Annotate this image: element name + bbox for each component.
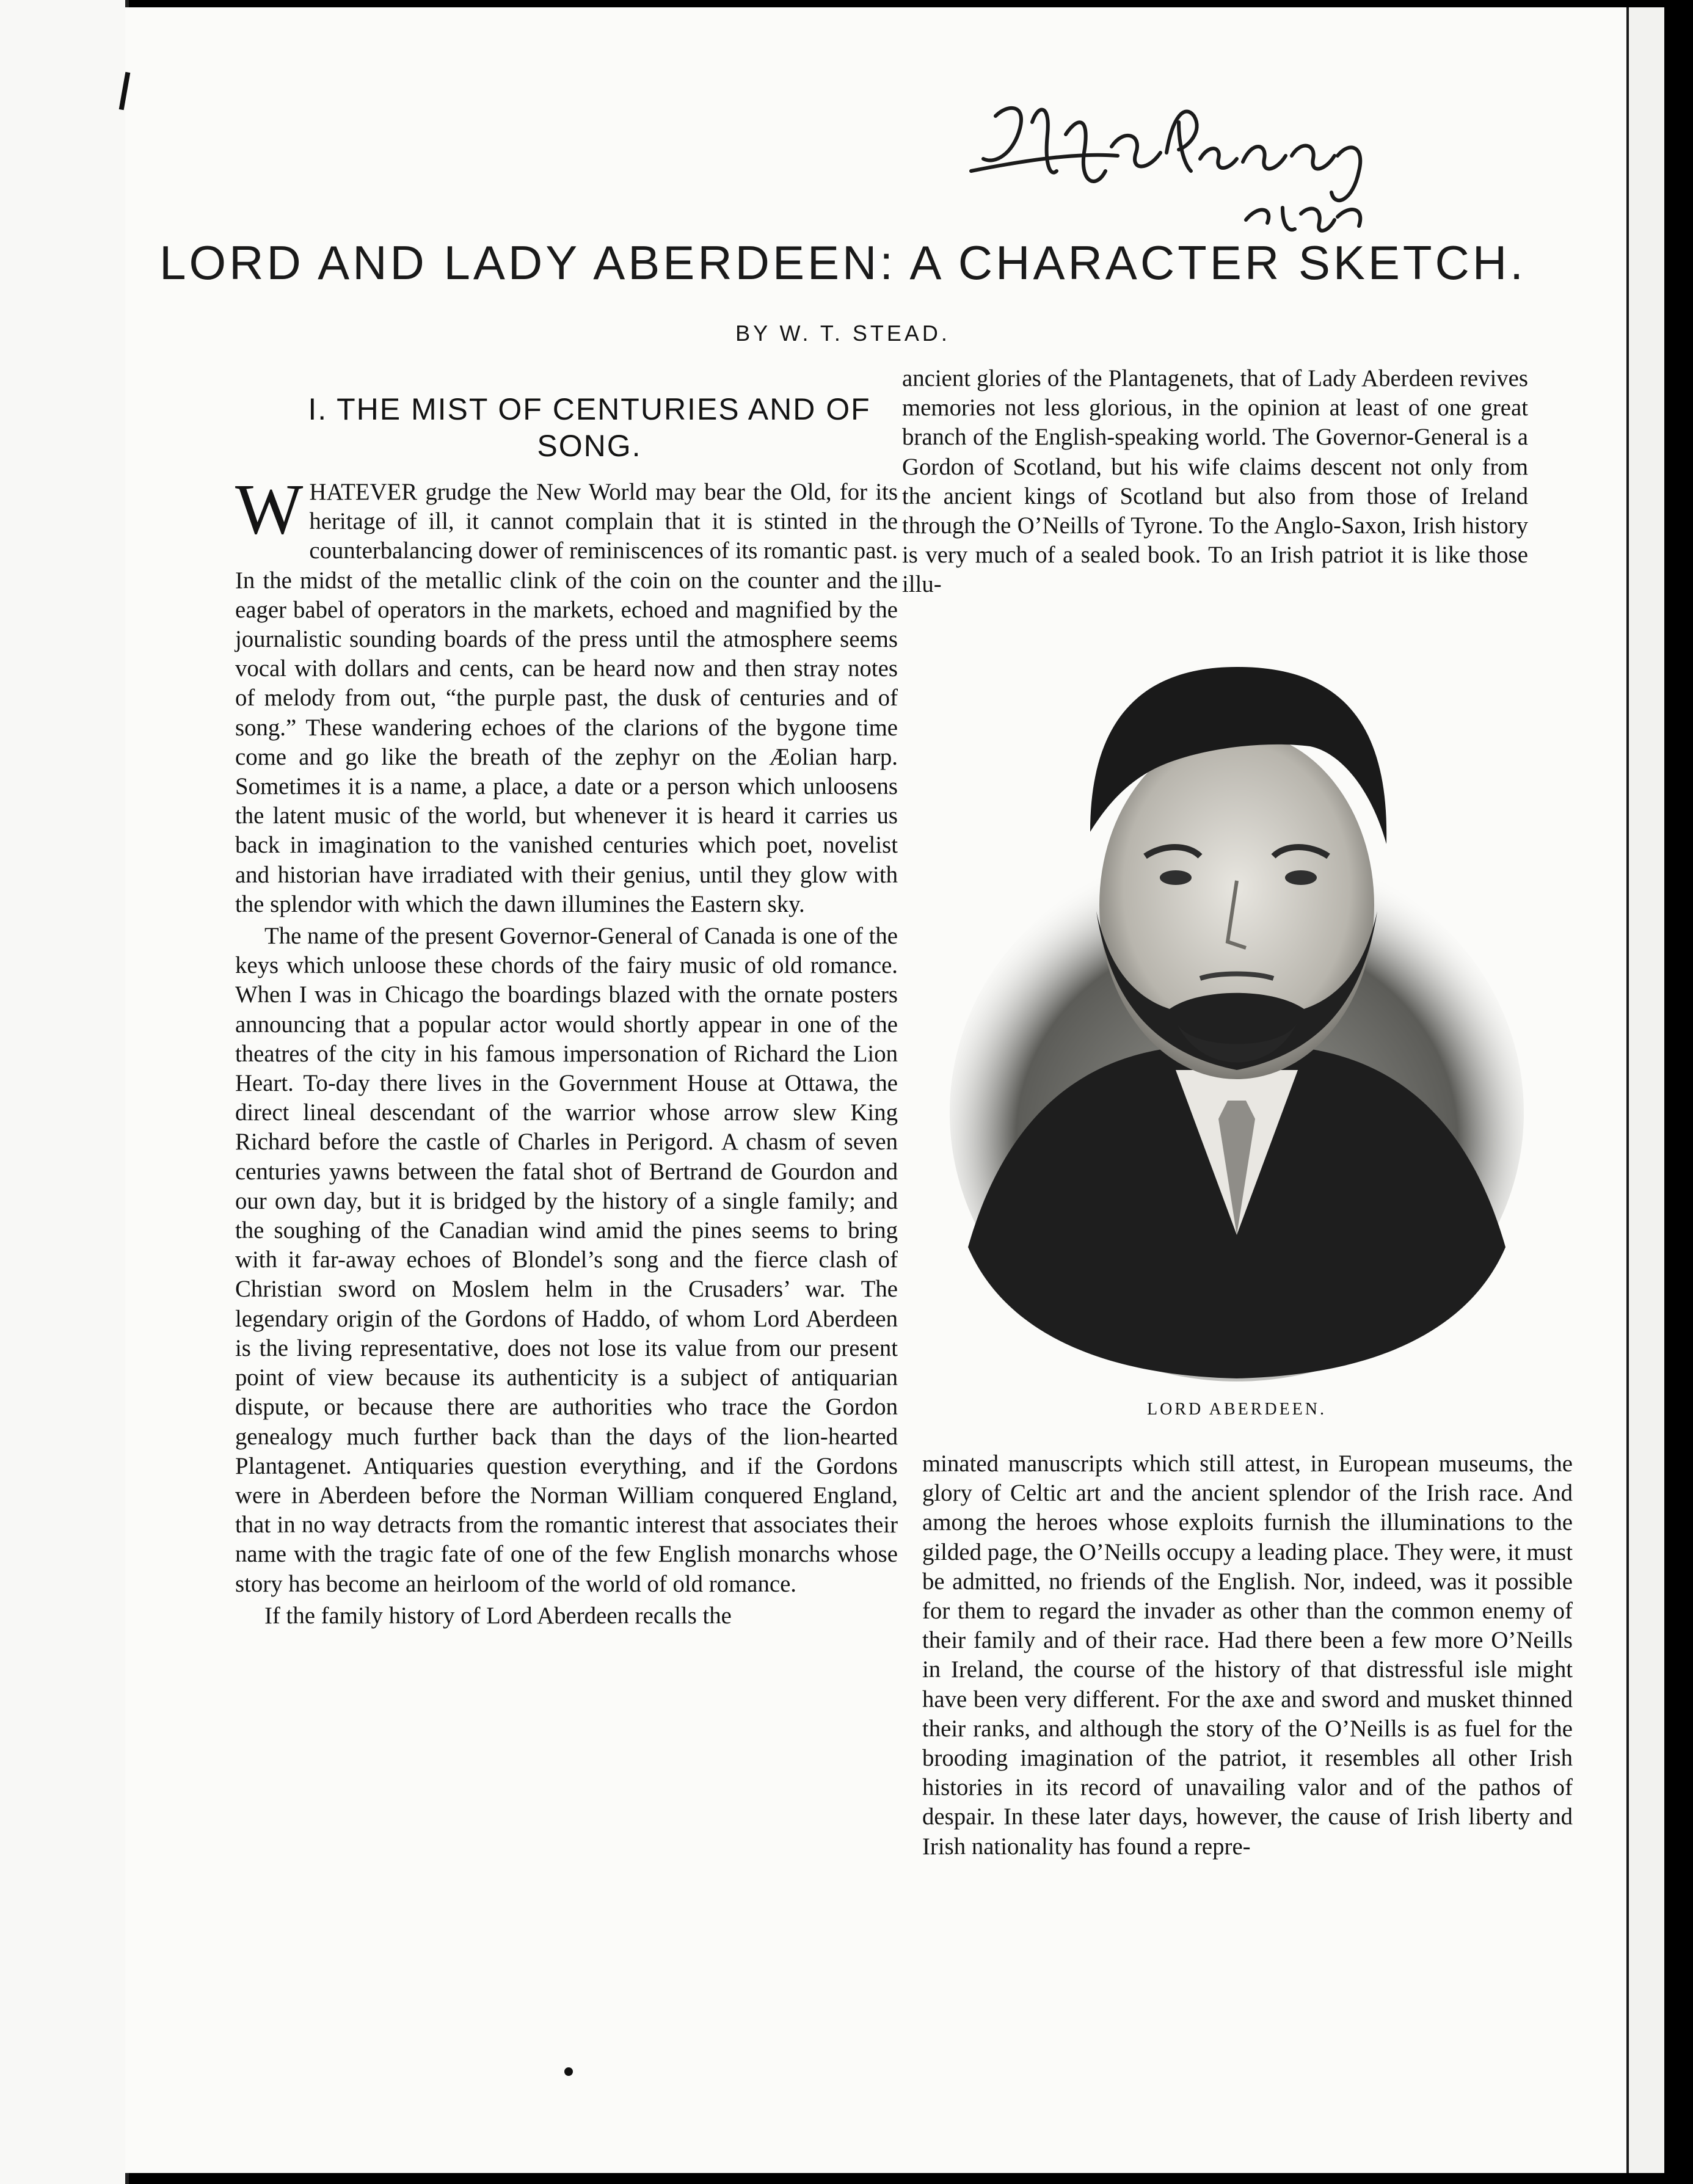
paragraph-family-history: If the family history of Lord Aberdeen recalls the bbox=[264, 1602, 732, 1629]
article-byline: BY W. T. STEAD. bbox=[735, 321, 950, 346]
paragraph-oneills: minated manuscripts which still attest, in European museums, the glory of Celtic art and the ancient splendor of the Irish race. And among the heroes whose exploits furnish the illuminations to the gilded page, the O’Neills occupy a leading place. They were, it must be admitted, no friends of the English. Nor, indeed, was it possible for them to regard the invader as other than the common enemy of their family and of their race. Had there been a few more O’Neills in Ireland, the course of the history of that distressful isle might have been very different. For the axe and sword and musket thinned their ranks, and although the story of the O’Neills is as fuel for the brooding imagination of the patriot, it resembles all other Irish histories in its record of unavailing valor and of the pathos of despair. In these later days, however, the cause of Irish liberty and Irish nationality has found a repre- bbox=[922, 1451, 1573, 1860]
facing-page-margin bbox=[0, 0, 129, 2184]
article-title: LORD AND LADY ABERDEEN: A CHARACTER SKETCH. bbox=[159, 236, 1526, 289]
right-column-bottom bbox=[922, 1449, 1573, 1862]
right-column-top bbox=[902, 364, 1528, 600]
paragraph-plantagenets: ancient glories of the Plantagenets, that of Lady Aberdeen revives memories not less glorious, in the opinion at least of one great branch of the English-speaking world. The Governor-General is a Gordon of Scotland, but his wife claims descent not only from the ancient kings of Scotland but also from those of Ireland through the O’Neills of Tyrone. To the Anglo-Saxon, Irish history is very much of a sealed book. To an Irish patriot it is like those illu- bbox=[902, 365, 1528, 598]
paragraph-governor-general: The name of the present Governor-General of Canada is one of the keys which unloose these chords of the fairy music of old romance. When I was in Chicago the boardings blazed with the ornate posters announcing that a popular actor would shortly appear in one of the theatres of the city in his famous impersonation of Richard the Lion Heart. To-day there lives in the Government House at Ottawa, the direct lineal descendant of the warrior whose arrow slew King Richard before the castle of Charles in Perigord. A chasm of seven centuries yawns between the fatal shot of Bertrand de Gourdon and our own day, but it is bridged by the history of a single family; and the soughing of the Canadian wind amid the pines seems to bring with it far-away echoes of Blondel’s song and the fierce clash of Christian sword on Moslem helm in the Crusaders’ war. The legendary origin of the Gordons of Haddo, of whom Lord Aberdeen is the living representative, does not lose its value from our present point of view because its authenticity is a subject of antiquarian dispute, or because there are authorities who trace the Gordon genealogy much further back than the days of the lion-hearted Plantagenet. Antiquaries question everything, and if the Gordons were in Aberdeen before the Norman William conquered England, that in no way detracts from the romantic interest that associates their name with the tragic fate of one of the few English monarchs whose story has become an heirloom of the world of old romance. bbox=[235, 923, 898, 1597]
page-dot bbox=[564, 2067, 573, 2076]
paragraph-opening: WHATEVER grudge the New World may bear the Old, for its heritage of ill, it cannot complain that it is stinted in the counterbalancing dower of reminiscences of its romantic past. In the midst of the metallic clink of the coin on the counter and the eager babel of operators in the markets, echoed and magnified by the journalistic sounding boards of the press until the atmosphere seems vocal with dollars and cents, can be heard now and then stray notes of melody from out, “the purple past, the dusk of centuries and of song.” These wandering echoes of the clarions of the bygone time come and go like the breath of the zephyr on the Æolian harp. Sometimes it is a name, a place, a date or a person which unloosens the latent music of the world, but whenever it is heard it carries us back in imagination to the vanished centuries which poet, novelist and historian have irradiated with their genius, until they glow with the splendor with which the dawn illumines the Eastern sky. bbox=[235, 469, 898, 917]
portrait-lord-aberdeen bbox=[944, 649, 1530, 1385]
portrait-caption: LORD ABERDEEN. bbox=[1147, 1400, 1327, 1419]
left-column bbox=[235, 469, 898, 1631]
next-page-edge bbox=[1626, 7, 1664, 2173]
section-heading: I. THE MIST OF CENTURIES AND OF SONG. bbox=[308, 392, 871, 463]
